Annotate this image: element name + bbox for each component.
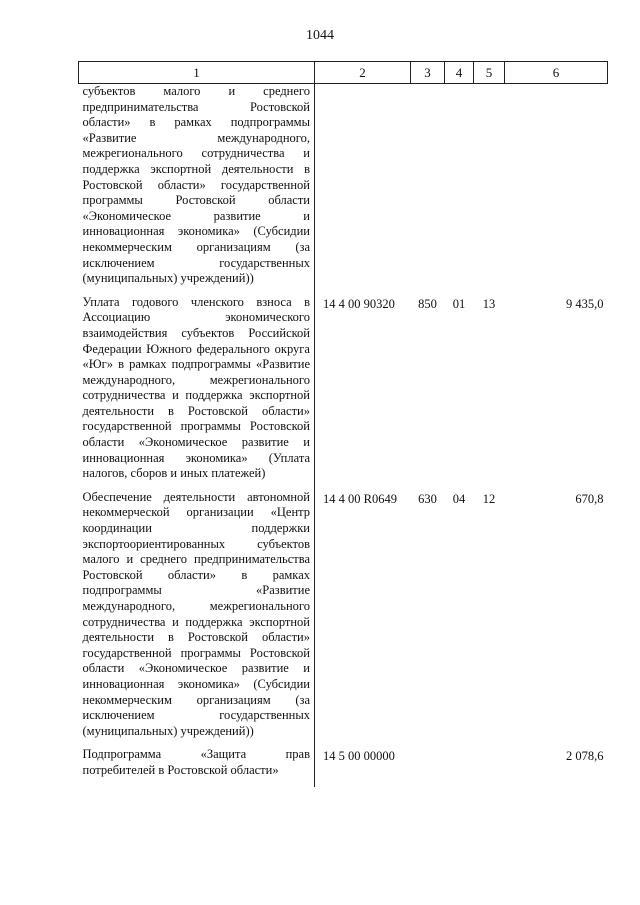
row-code: 14 4 00 R0649 xyxy=(323,491,397,506)
row-code: 14 5 00 00000 xyxy=(323,749,395,764)
row-code xyxy=(315,84,411,295)
page-number: 1044 xyxy=(306,28,334,43)
table-row xyxy=(79,295,608,490)
row-description: Подпрограмма «Защита прав потребителей в Ростовской области» xyxy=(79,747,315,786)
row-subsection xyxy=(474,84,505,295)
row-subsection xyxy=(474,747,505,786)
row-expense-type xyxy=(411,84,445,295)
row-description: Обеспечение деятельности автономной некоммерческой организации «Центр координации поддержки экспортоориентированных субъектов малого и среднего предпринимательства Ростовской области» в рамках подпрограммы «Развитие международного, межрегионального сотрудничества и поддержка экспортной деятельности в Ростовской области» государственной программы Ростовской области «Экономическое развитие и инновационная экономика» (Субсидии некоммерческим организациям (за исключением государственных (муниципальных) учреждений)) xyxy=(79,490,315,748)
row-subsection: 12 xyxy=(482,491,496,506)
header-row xyxy=(79,62,608,84)
budget-table xyxy=(78,61,608,787)
row-description: субъектов малого и среднего предпринимательства Ростовской области» в рамках подпрограммы «Развитие международного, межрегионального сотрудничества и поддержка экспортной деятельности в Ростовской области» государственной программы Ростовской области «Экономическое развитие и инновационная экономика» (Субсидии некоммерческим организациям (за исключением государственных (муниципальных) учреждений)) xyxy=(79,84,315,295)
row-amount: 2 078,6 xyxy=(566,749,604,764)
row-description: Уплата годового членского взноса в Ассоциацию экономического взаимодействия субъектов Российской Федерации Южного федерального округа «Юг» в рамках подпрограммы «Развитие международного, межрегионального сотрудничества и поддержка экспортной деятельности в Ростовской области» государственной программы Ростовской области «Экономическое развитие и инновационная экономика» (Уплата налогов, сборов и иных платежей) xyxy=(79,295,315,490)
column-header-5: 5 xyxy=(474,62,505,84)
row-expense-type: 850 xyxy=(418,296,437,311)
row-section: 04 xyxy=(452,491,466,506)
row-section xyxy=(445,747,474,786)
row-amount xyxy=(505,84,608,295)
row-section: 01 xyxy=(452,296,466,311)
column-header-2: 2 xyxy=(315,62,411,84)
table-row xyxy=(79,490,608,748)
column-header-3: 3 xyxy=(411,62,445,84)
row-subsection: 13 xyxy=(482,296,496,311)
table-row xyxy=(79,84,608,295)
row-expense-type: 630 xyxy=(418,491,437,506)
row-section xyxy=(445,84,474,295)
row-expense-type xyxy=(411,747,445,786)
column-header-6: 6 xyxy=(505,62,608,84)
row-amount: 670,8 xyxy=(575,491,604,506)
row-code: 14 4 00 90320 xyxy=(323,296,395,311)
row-amount: 9 435,0 xyxy=(566,296,604,311)
column-header-1: 1 xyxy=(79,62,315,84)
column-header-4: 4 xyxy=(445,62,474,84)
table-row xyxy=(79,747,608,786)
